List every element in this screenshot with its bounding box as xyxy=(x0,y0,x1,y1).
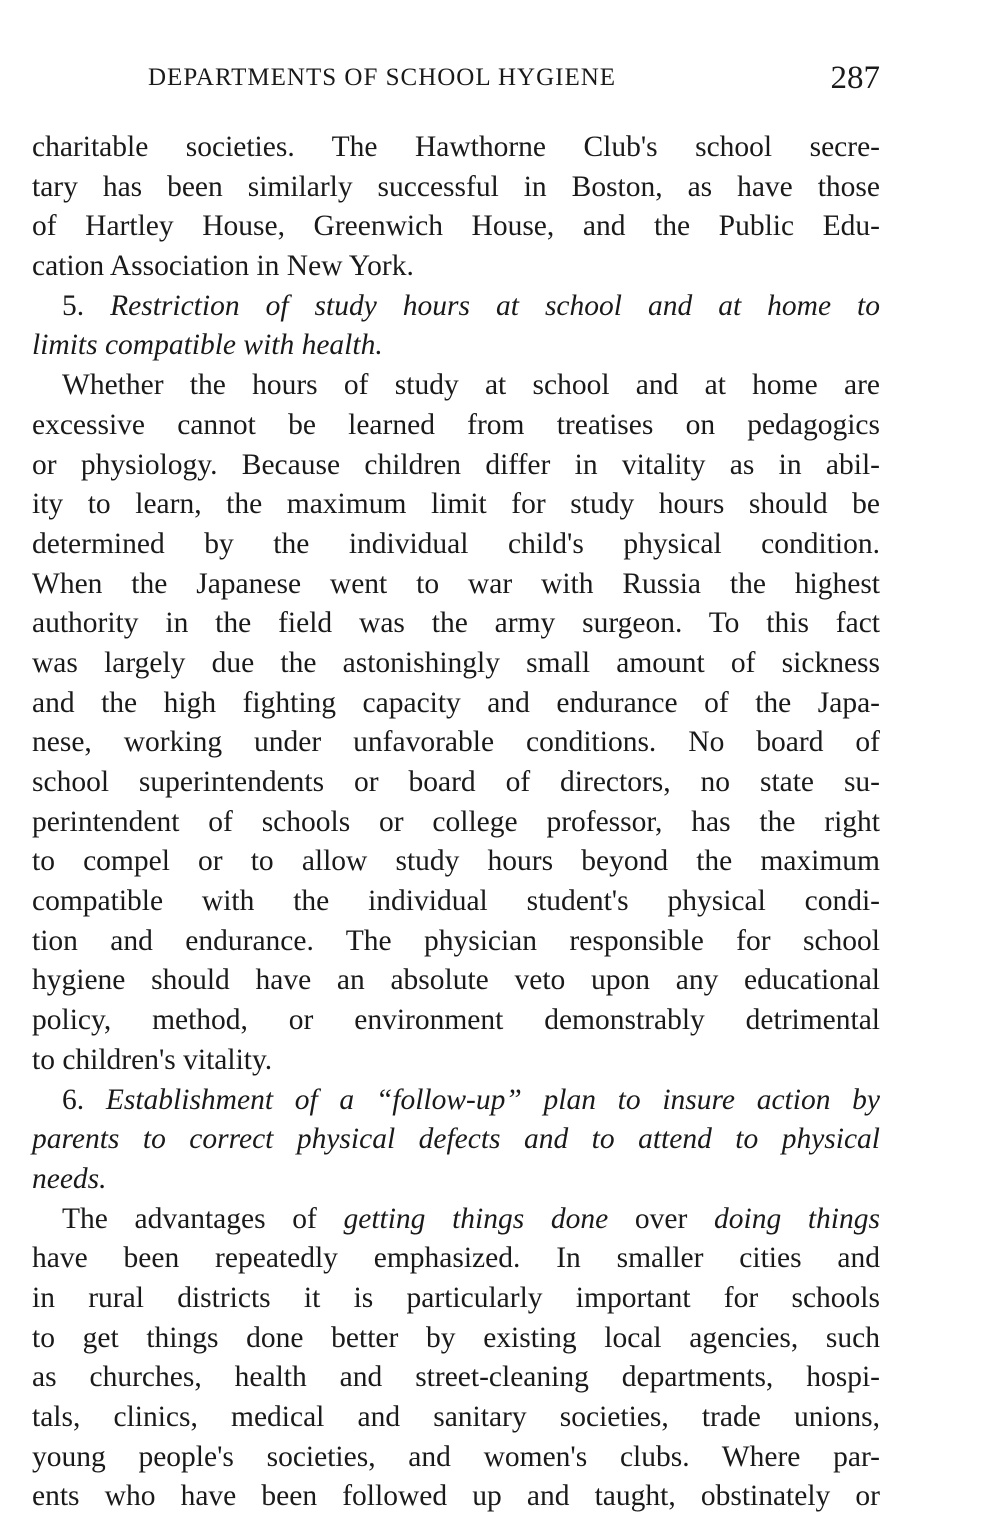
text-line xyxy=(32,406,880,446)
text-line xyxy=(32,168,880,208)
text-run: in rural districts it is particularly important for schools xyxy=(32,1281,880,1314)
text-line xyxy=(32,128,880,168)
text-run: school superintendents or board of directors, no state su- xyxy=(32,766,880,798)
text-line xyxy=(32,882,880,922)
text-line xyxy=(32,684,880,724)
text-line xyxy=(32,922,880,962)
text-line xyxy=(32,1319,880,1359)
text-run: The advantages of xyxy=(62,1202,344,1235)
text-line xyxy=(32,1160,880,1200)
text-line xyxy=(32,1041,880,1081)
text-run: nese, working under unfavorable conditions. No board of xyxy=(32,726,880,759)
text-run: 5. xyxy=(62,289,111,322)
text-run: tion and endurance. The physician responsible for school xyxy=(32,924,880,957)
text-run: excessive cannot be learned from treatises on pedagogics xyxy=(32,408,880,441)
text-run: ents who have been followed up and taught, obstinately or xyxy=(32,1480,880,1513)
text-line xyxy=(32,366,880,406)
text-line xyxy=(32,1081,880,1121)
text-run: tals, clinics, medical and sanitary societies, trade unions, xyxy=(32,1401,880,1433)
text-line xyxy=(32,565,880,605)
text-line xyxy=(32,247,880,287)
text-line xyxy=(32,1120,880,1160)
text-run: policy, method, or environment demonstrably detrimental xyxy=(32,1004,880,1037)
text-run: 6. xyxy=(62,1083,106,1116)
text-line xyxy=(32,723,880,763)
text-run: tary has been similarly successful in Boston, as have those xyxy=(32,170,880,203)
italic-text: limits compatible with health. xyxy=(32,329,383,362)
text-line xyxy=(32,1477,880,1517)
text-line xyxy=(32,803,880,843)
text-run: to children's vitality. xyxy=(32,1043,273,1076)
text-run: authority in the field was the army surgeon. To this fact xyxy=(32,607,880,640)
text-run: to compel or to allow study hours beyond the maximum xyxy=(32,845,880,878)
text-line xyxy=(32,446,880,486)
italic-text: getting things done xyxy=(343,1202,609,1235)
italic-text: Restriction of study hours at school and at home to xyxy=(110,289,880,322)
text-line xyxy=(32,326,880,366)
text-run: over xyxy=(608,1202,714,1235)
text-run: ity to learn, the maximum limit for study hours should be xyxy=(32,488,880,521)
text-line xyxy=(32,763,880,803)
text-line xyxy=(32,842,880,882)
text-line xyxy=(32,604,880,644)
text-run: to get things done better by existing local agencies, such xyxy=(32,1321,880,1354)
text-line xyxy=(32,1398,880,1438)
text-run: have been repeatedly emphasized. In smaller cities and xyxy=(32,1242,880,1275)
text-line xyxy=(32,644,880,684)
text-run: When the Japanese went to war with Russia the highest xyxy=(32,567,880,600)
text-run: young people's societies, and women's clubs. Where par- xyxy=(32,1440,880,1473)
page-number: 287 xyxy=(830,60,880,96)
text-line xyxy=(32,207,880,247)
text-run: compatible with the individual student's physical condi- xyxy=(32,885,880,918)
text-line xyxy=(32,485,880,525)
text-run: was largely due the astonishingly small amount of sickness xyxy=(32,646,880,679)
text-run: charitable societies. The Hawthorne Club's school secre- xyxy=(32,131,880,163)
text-run: Whether the hours of study at school and at home are xyxy=(62,369,880,402)
italic-text: doing things xyxy=(714,1202,880,1235)
text-line xyxy=(32,961,880,1001)
text-run: or physiology. Because children differ in vitality as in abil- xyxy=(32,448,880,481)
italic-text: Establishment of a “follow-up” plan to insure action by xyxy=(105,1083,881,1116)
text-line xyxy=(32,1438,880,1478)
text-line xyxy=(32,1239,880,1279)
text-line xyxy=(32,1279,880,1319)
text-run: determined by the individual child's physical condition. xyxy=(32,527,880,560)
text-run: as churches, health and street-cleaning departments, hospi- xyxy=(32,1361,880,1394)
running-head: DEPARTMENTS OF SCHOOL HYGIENE xyxy=(148,64,617,91)
text-line xyxy=(32,1200,880,1240)
italic-text: needs. xyxy=(32,1162,107,1195)
text-run: of Hartley House, Greenwich House, and the Public Edu- xyxy=(32,210,880,243)
text-run: hygiene should have an absolute veto upon any educational xyxy=(32,964,880,997)
body-text xyxy=(32,128,880,1517)
text-line xyxy=(32,287,880,327)
text-run: cation Association in New York. xyxy=(32,250,414,283)
italic-text: parents to correct physical defects and to attend to physical xyxy=(32,1123,880,1156)
text-run: perintendent of schools or college professor, has the right xyxy=(32,805,880,838)
text-line xyxy=(32,525,880,565)
text-line xyxy=(32,1001,880,1041)
page-header xyxy=(148,62,880,102)
text-line xyxy=(32,1358,880,1398)
text-run: and the high fighting capacity and endurance of the Japa- xyxy=(32,686,880,719)
